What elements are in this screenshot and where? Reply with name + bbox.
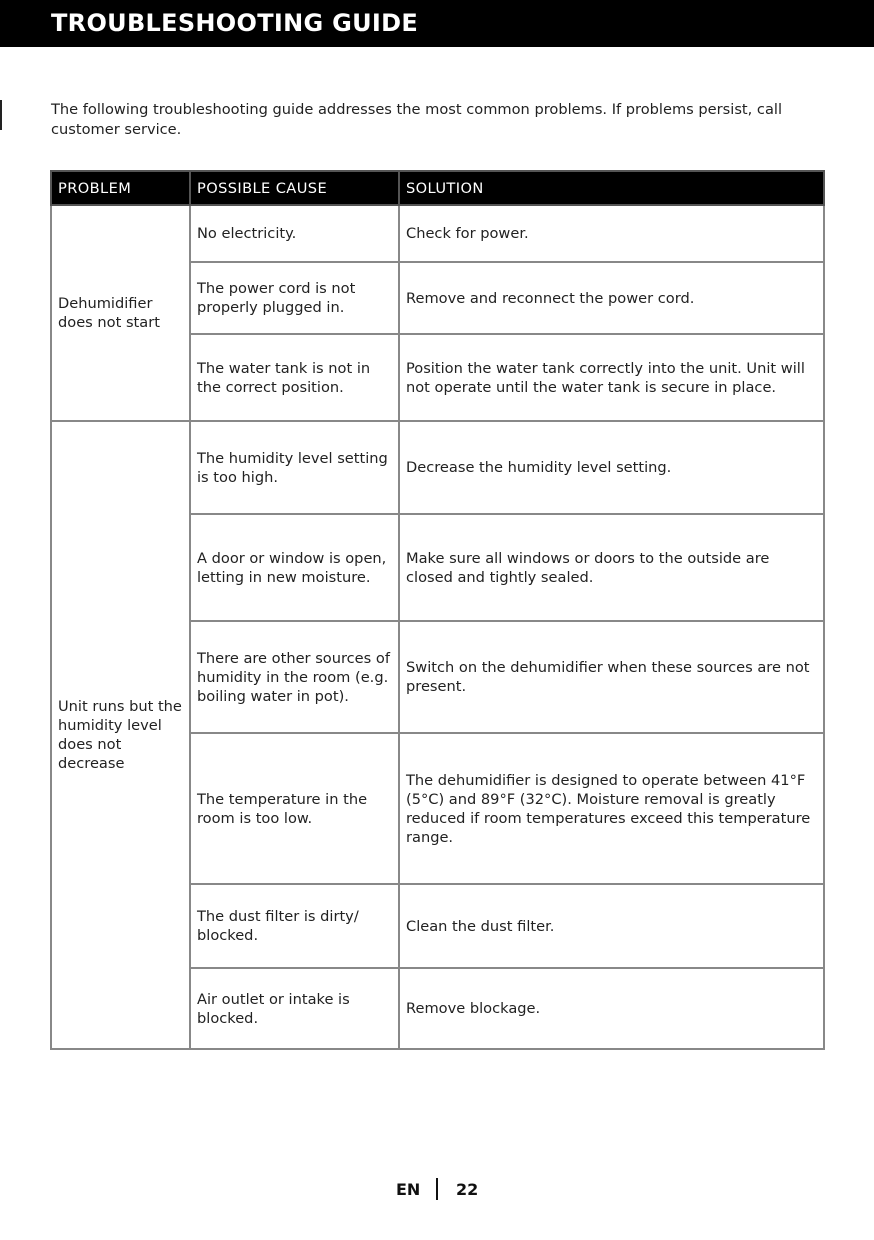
page-title: TROUBLESHOOTING GUIDE [51,9,419,37]
solution-cell: Remove blockage. [399,968,824,1049]
table-row [51,421,824,514]
troubleshooting-table [50,170,825,1050]
column-header-cause: POSSIBLE CAUSE [190,171,399,205]
cause-cell: A door or window is open, letting in new moisture. [190,514,399,621]
cause-cell: The dust filter is dirty/ blocked. [190,884,399,968]
solution-cell: Check for power. [399,205,824,262]
solution-cell: Position the water tank correctly into the unit. Unit will not operate until the water tank is secure in place. [399,334,824,421]
footer-divider [436,1178,438,1200]
solution-cell: Remove and reconnect the power cord. [399,262,824,334]
problem-cell: Dehumidifier does not start [51,205,190,421]
cause-cell: The power cord is not properly plugged in. [190,262,399,334]
column-header-solution: SOLUTION [399,171,824,205]
table-row [51,205,824,262]
solution-cell: The dehumidifier is designed to operate between 41°F (5°C) and 89°F (32°C). Moisture removal is greatly reduced if room temperatures exceed this temperature range. [399,733,824,884]
page-number: 22 [456,1180,479,1199]
intro-paragraph: The following troubleshooting guide addresses the most common problems. If problems persist, call customer service. [51,101,782,138]
cause-cell: There are other sources of humidity in the room (e.g. boiling water in pot). [190,621,399,733]
header-bar [0,0,874,47]
cause-cell: Air outlet or intake is blocked. [190,968,399,1049]
column-header-problem: PROBLEM [51,171,190,205]
problem-cell: Unit runs but the humidity level does not decrease [51,421,190,1049]
footer-language: EN [396,1180,421,1199]
cause-cell: The temperature in the room is too low. [190,733,399,884]
cause-cell: The humidity level setting is too high. [190,421,399,514]
solution-cell: Clean the dust filter. [399,884,824,968]
solution-cell: Decrease the humidity level setting. [399,421,824,514]
page-footer [0,1178,874,1202]
cause-cell: The water tank is not in the correct position. [190,334,399,421]
margin-mark [0,100,2,130]
cause-cell: No electricity. [190,205,399,262]
solution-cell: Switch on the dehumidifier when these sources are not present. [399,621,824,733]
solution-cell: Make sure all windows or doors to the outside are closed and tightly sealed. [399,514,824,621]
table-header-row [51,171,824,205]
